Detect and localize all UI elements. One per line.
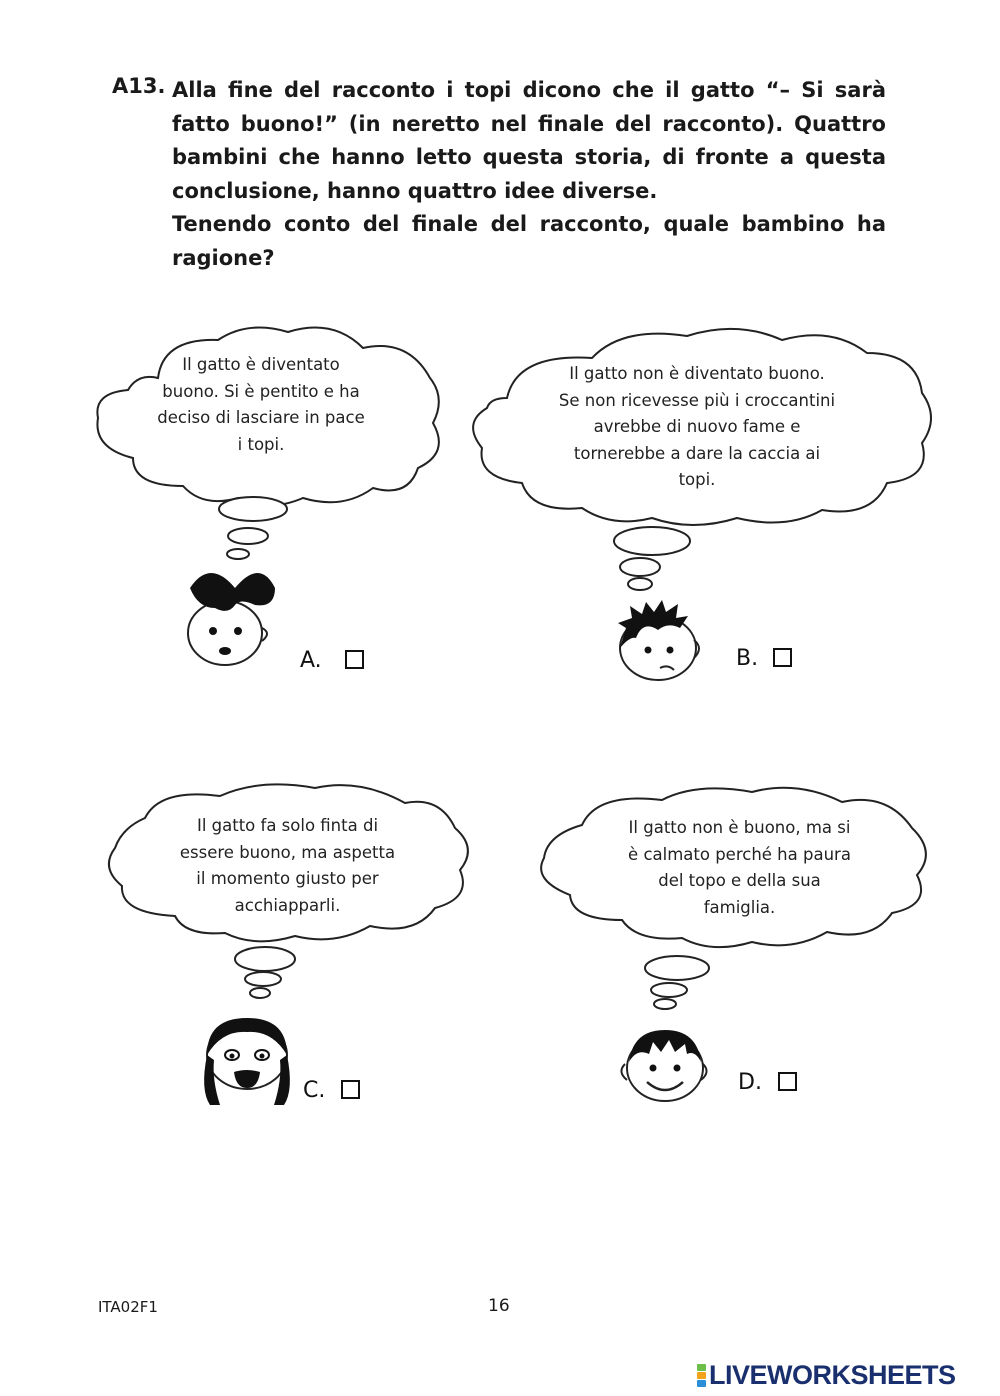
question-text [172, 74, 886, 275]
bubble-text-a [136, 352, 386, 458]
bubble-line: è calmato perché ha paura [628, 844, 851, 864]
thought-trail-c [230, 943, 310, 1003]
bubble-line: Il gatto non è diventato buono. [569, 364, 825, 383]
question-prompt: Tenendo conto del finale del racconto, quale bambino ha ragione? [172, 212, 886, 270]
option-a-checkbox[interactable] [345, 650, 364, 669]
bubble-line: Il gatto fa solo finta di [196, 816, 379, 835]
option-b-label: B. [736, 646, 759, 671]
option-a-panel [88, 318, 448, 698]
bubble-line: deciso di lasciare in pace [157, 408, 365, 427]
question-number: A13. [112, 74, 166, 98]
option-d-label: D. [738, 1070, 762, 1095]
document-code: ITA02F1 [98, 1298, 158, 1316]
bubble-line: Il gatto non è buono, ma si [628, 818, 851, 837]
thought-trail-b [610, 526, 710, 596]
bubble-line: topi. [678, 470, 716, 489]
page-number: 16 [488, 1296, 510, 1316]
thought-trail-d [637, 952, 717, 1022]
bubble-text-b [512, 361, 882, 494]
liveworksheets-logo [697, 1360, 956, 1391]
option-a-label: A. [300, 648, 322, 673]
bubble-line: Se non ricevesse più i croccantini [558, 390, 836, 410]
child-face-d-icon [615, 1020, 715, 1110]
bubble-line: tornerebbe a dare la caccia ai [573, 443, 821, 463]
bubble-line: Il gatto è diventato [182, 355, 340, 374]
option-c-label: C. [303, 1078, 326, 1103]
thought-trail-a [213, 496, 313, 566]
child-face-b-icon [608, 598, 708, 688]
liveworksheets-logo-icon [697, 1364, 706, 1387]
option-d-checkbox[interactable] [778, 1072, 797, 1091]
bubble-line: avrebbe di nuovo fame e [593, 417, 801, 436]
bubble-line: del topo e della sua [658, 871, 821, 890]
option-c-panel [100, 778, 480, 1128]
bubble-line: i topi. [237, 434, 285, 454]
bubble-line: buono. Si è pentito e ha [162, 381, 360, 401]
bubble-text-c [145, 813, 430, 919]
option-b-panel [462, 318, 942, 698]
option-c-checkbox[interactable] [341, 1080, 360, 1099]
child-face-a-icon [180, 563, 280, 673]
bubble-text-d [587, 815, 892, 921]
question-body: Alla fine del racconto i topi dicono che il gatto “– Si sarà fatto buono!” (in neretto nel finale del racconto). Quattro bambini che hanno letto questa storia, di fronte a questa conclusione, hanno quattro idee diverse. [172, 78, 886, 203]
bubble-line: essere buono, ma aspetta [179, 842, 396, 862]
option-d-panel [532, 780, 942, 1110]
bubble-line: famiglia. [703, 897, 776, 917]
option-b-checkbox[interactable] [773, 648, 792, 667]
child-face-c-icon [192, 1010, 302, 1110]
bubble-line: il momento giusto per [196, 869, 379, 888]
liveworksheets-brand-text: LIVEWORKSHEETS [709, 1360, 956, 1390]
bubble-line: acchiapparli. [234, 895, 341, 915]
